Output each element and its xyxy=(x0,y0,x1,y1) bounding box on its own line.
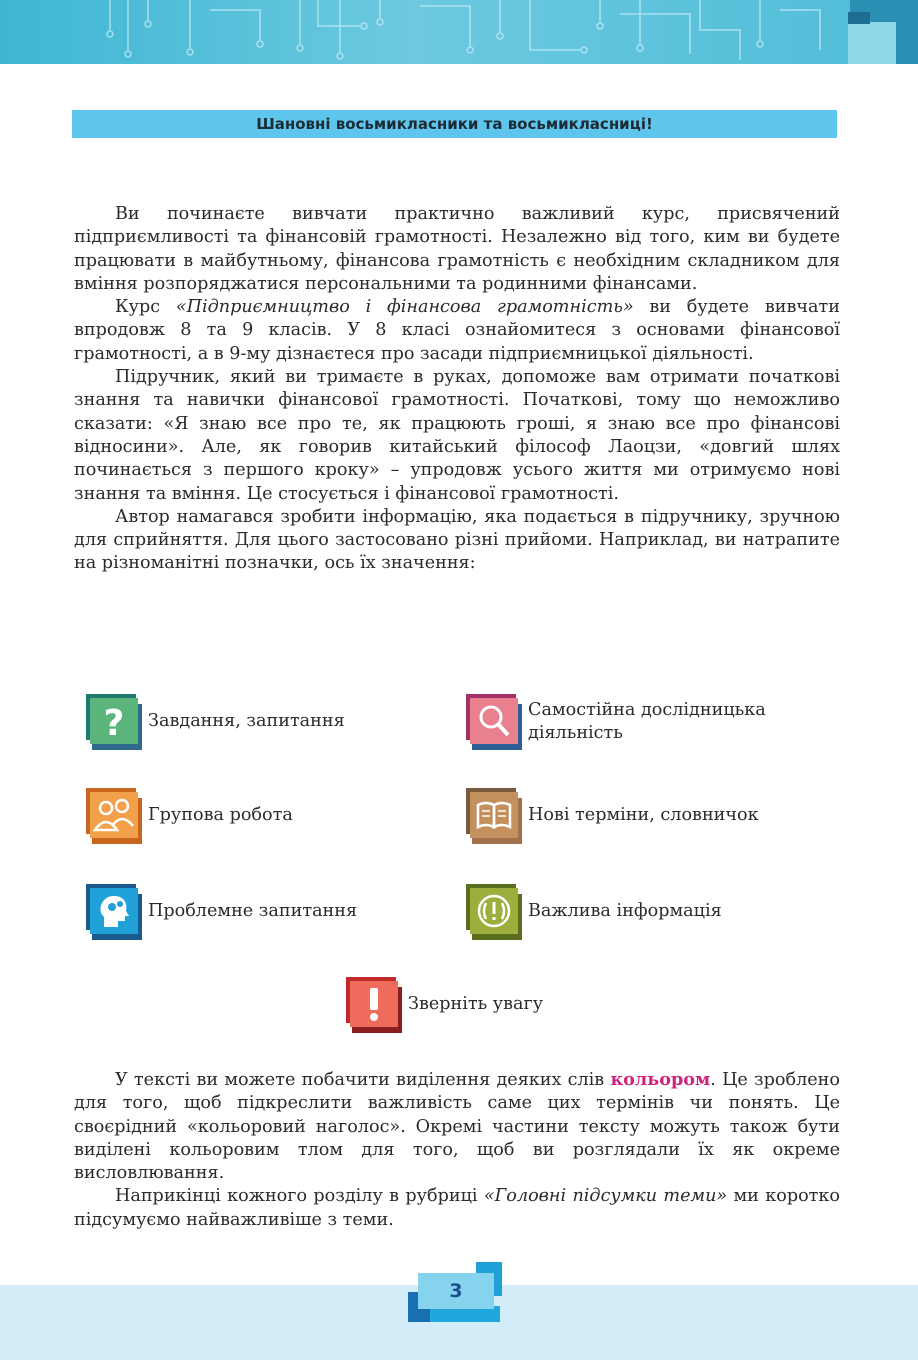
legend-item-group xyxy=(86,788,293,844)
book-icon xyxy=(466,788,522,844)
legend-item-important xyxy=(466,884,722,940)
svg-text:?: ? xyxy=(103,703,125,741)
course-title: «Підприємництво і фінансова грамотність» xyxy=(175,297,634,318)
circuit-pattern xyxy=(0,0,918,64)
paragraph: Автор намагався зробити інформацію, яка подається в підручнику, зручною для сприйняття. Для цього застосовано різні прийоми. Наприклад, ви натрапите на різноманітні позначки, ось їх значення: xyxy=(74,506,840,574)
head-gears-icon xyxy=(86,884,142,940)
corner-decoration xyxy=(848,12,870,24)
outro-text xyxy=(74,1068,840,1232)
legend-item-attention xyxy=(346,977,543,1033)
paragraph: Ви починаєте вивчати практично важливий курс, присвячений підприємливості та фінансовій грамотності. Незалежно від того, ким ви будете працювати в майбутньому, фінансова грамотність є необхідним складником для вміння розпоряджатися персональними та родинними фінансами. xyxy=(74,204,840,294)
top-decorative-band xyxy=(0,0,918,64)
paragraph: Підручник, який ви тримаєте в руках, допоможе вам отримати початкові знання та навички фінансової грамотності. Початкові, тому що неможливо сказати: «Я знаю все про те, як працюють гроші, я знаю все про фінансові відносини». Але, як говорив китайський філософ Лаоцзи, «довгий шлях починається з першого кроку» – упродовж усього життя ми отримуємо нові знання та вміння. Це стосується і фінансової грамотності. xyxy=(74,367,840,504)
legend-label: Нові терміни, словничок xyxy=(528,805,759,826)
group-icon xyxy=(86,788,142,844)
intro-text xyxy=(74,203,840,576)
legend-label: Завдання, запитання xyxy=(148,711,345,732)
legend-item-tasks xyxy=(86,694,345,750)
page-title: Шановні восьмикласники та восьмикласниці! xyxy=(72,110,837,138)
corner-decoration xyxy=(848,22,896,64)
magnifier-icon xyxy=(466,694,522,750)
legend-item-research xyxy=(466,694,808,750)
legend-label: Самостійна дослідницька діяльність xyxy=(528,699,766,743)
page-number: 3 xyxy=(418,1273,494,1309)
legend-item-terms xyxy=(466,788,759,844)
legend-label: Групова робота xyxy=(148,805,293,826)
important-icon xyxy=(466,884,522,940)
legend-item-problem xyxy=(86,884,357,940)
paragraph: Курс «Підприємництво і фінансова грамотність» ви будете вивчати впродовж 8 та 9 класів. У 8 класі ознайомитеся з основами фінансової грамотності, а в 9-му дізнаєтеся про засади підприємницької діяльності. xyxy=(74,297,840,364)
exclamation-icon xyxy=(346,977,402,1033)
legend-label: Важлива інформація xyxy=(528,901,722,922)
paragraph: У тексті ви можете побачити виділення деяких слів кольором. Це зроблено для того, щоб підкреслити важливість саме цих термінів чи понять. Це своєрідний «кольоровий наголос». Окремі частини тексту можуть також бути виділені кольоровим тлом для того, щоб ви розглядали їх як окреме висловлювання. xyxy=(74,1069,841,1184)
paragraph: Наприкінці кожного розділу в рубриці «Головні підсумки теми» ми коротко підсумуємо найважливіше з теми. xyxy=(74,1186,841,1230)
section-title: «Головні підсумки теми» xyxy=(483,1186,728,1207)
legend-label: Зверніть увагу xyxy=(408,994,544,1015)
legend-label: Проблемне запитання xyxy=(148,901,358,922)
question-icon xyxy=(86,694,142,750)
accent-word: кольором xyxy=(610,1069,711,1090)
